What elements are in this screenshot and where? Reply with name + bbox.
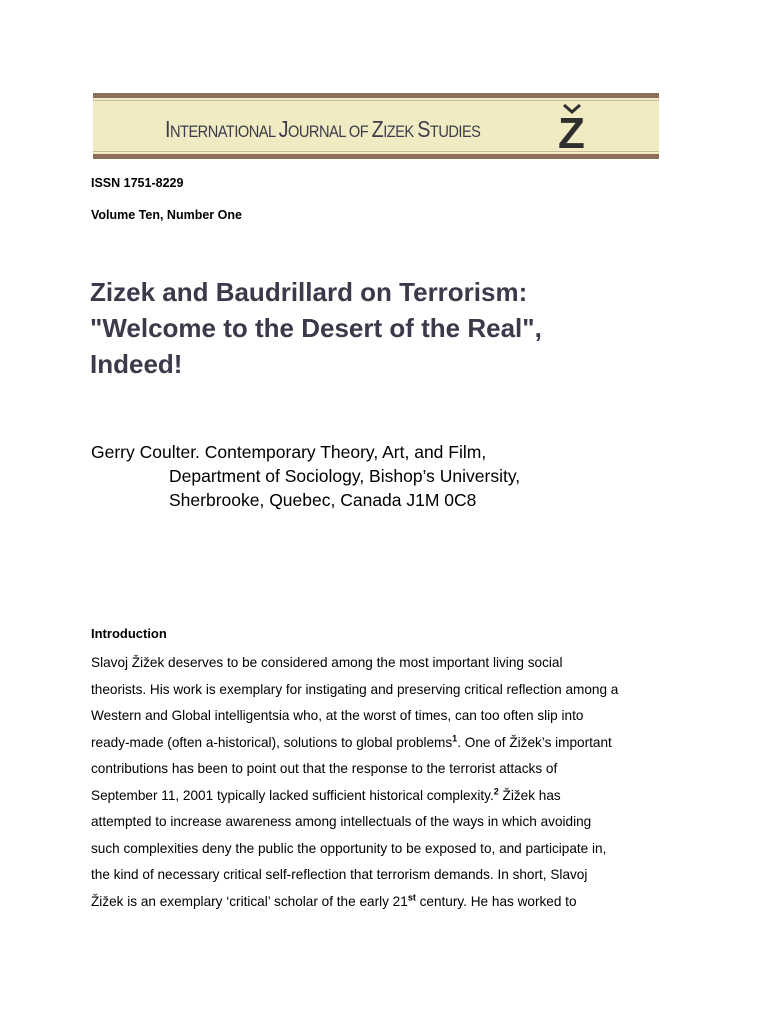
body-line (91, 783, 691, 810)
journal-name-part-izek: IZEK (383, 122, 418, 141)
author-line-1: Gerry Coulter. Contemporary Theory, Art, and Film, (91, 442, 487, 462)
body-line: Slavoj Žižek deserves to be considered among the most important living social (91, 655, 563, 670)
banner-inner-line-top (93, 100, 659, 101)
author-line-2: Department of Sociology, Bishop’s University, (169, 466, 521, 486)
body-text-span: Žižek is an exemplary ‘critical’ scholar of the early 21 (91, 893, 408, 909)
article-title (90, 274, 690, 382)
body-line: contributions has been to point out that the response to the terrorist attacks of (91, 761, 558, 776)
body-line: theorists. His work is exemplary for instigating and preserving critical reflection among a (91, 681, 619, 697)
body-line: attempted to increase awareness among intellectuals of the ways in which avoiding (91, 814, 592, 829)
title-line-3: Indeed! (90, 349, 183, 379)
issn: ISSN 1751-8229 (91, 176, 184, 190)
journal-name-cap-z: Z (371, 116, 384, 142)
introduction-paragraph (91, 650, 691, 915)
journal-name-cap-j: J (278, 116, 289, 142)
journal-banner (93, 93, 659, 159)
body-line (91, 730, 691, 757)
body-text-span: century. He has worked to (415, 893, 577, 909)
footnote-marker-1[interactable]: 1 (452, 732, 458, 743)
logo-letter: Z (558, 109, 585, 158)
journal-name (165, 116, 480, 143)
journal-name-cap-i: I (165, 116, 170, 142)
footnote-marker-2[interactable]: 2 (493, 785, 499, 796)
body-text-span: . One of Žižek’s important (457, 734, 612, 750)
journal-name-part-international: NTERNATIONAL (169, 122, 279, 141)
body-text-span: ready-made (often a-historical), solutions to global problems (91, 734, 453, 750)
body-line: Western and Global intelligentsia who, at the worst of times, can too often slip into (91, 708, 584, 723)
ordinal-suffix: st (407, 891, 416, 902)
journal-name-part-studies: TUDIES (429, 122, 481, 141)
journal-name-part-journal-of: OURNAL OF (288, 122, 372, 141)
title-line-1: Zizek and Baudrillard on Terrorism: (90, 277, 528, 307)
body-text-span: Žižek has (498, 787, 561, 803)
title-line-2: "Welcome to the Desert of the Real", (90, 313, 542, 343)
author-line-3: Sherbrooke, Quebec, Canada J1M 0C8 (169, 490, 477, 510)
z-caron-logo-icon (557, 102, 587, 158)
body-line: such complexities deny the public the opportunity to be exposed to, and participate in, (91, 840, 607, 856)
section-heading-introduction: Introduction (91, 626, 167, 641)
body-line: the kind of necessary critical self-reflection that terrorism demands. In short, Slavoj (91, 867, 588, 882)
journal-name-cap-s: S (417, 116, 430, 142)
body-text-span: September 11, 2001 typically lacked sufficient historical complexity. (91, 787, 494, 803)
volume-number: Volume Ten, Number One (91, 208, 242, 222)
author-affiliation (91, 440, 711, 512)
body-line (91, 889, 691, 916)
